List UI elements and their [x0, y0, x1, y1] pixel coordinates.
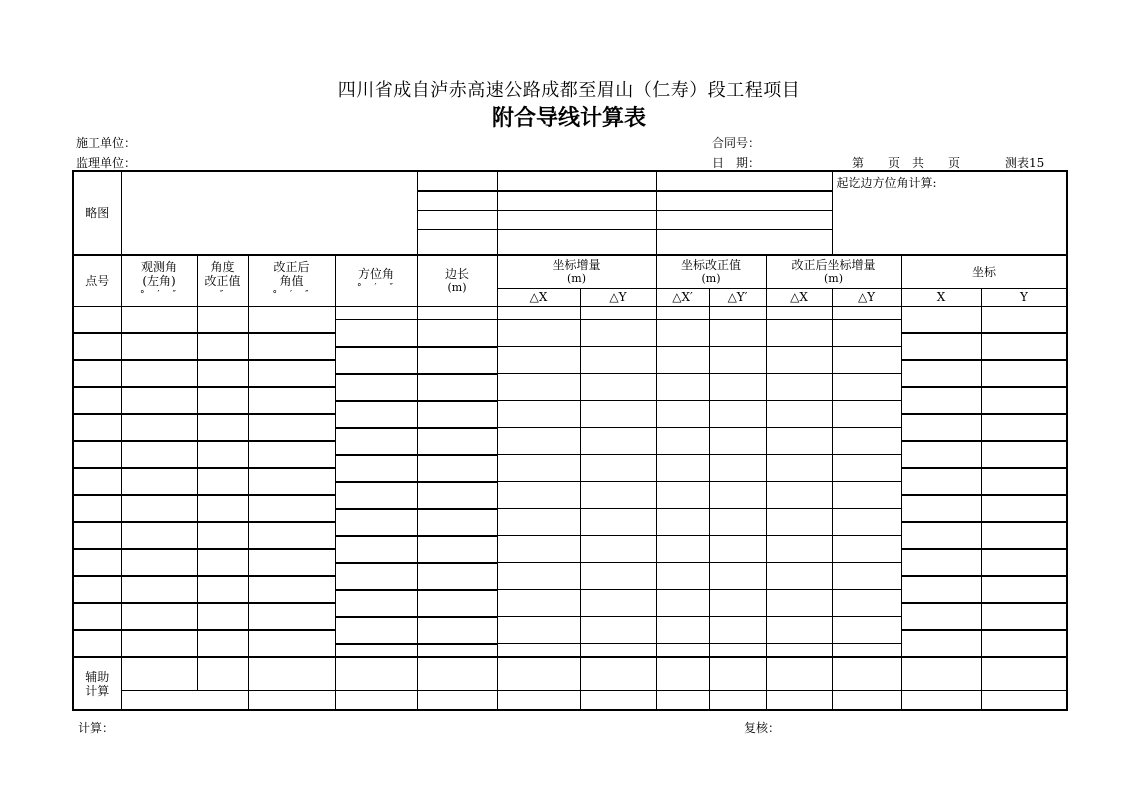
point-cell — [248, 360, 335, 387]
col-y: Y — [981, 288, 1067, 306]
side-cell — [766, 536, 832, 563]
point-cell — [248, 603, 335, 630]
point-cell — [248, 468, 335, 495]
sketch-info-cell — [497, 171, 656, 191]
col-corrected-angle-line1: 改正后 — [273, 259, 310, 274]
coordinate-cell — [901, 549, 981, 576]
point-cell — [248, 306, 335, 333]
side-cell — [656, 644, 709, 658]
col-azimuth-line1: 方位角 — [357, 266, 394, 281]
aux-cell — [335, 657, 417, 690]
aux-cell — [497, 657, 580, 690]
point-cell — [73, 576, 121, 603]
review-label: 复核： — [744, 721, 781, 735]
side-cell — [766, 455, 832, 482]
point-cell — [197, 360, 248, 387]
side-cell — [656, 509, 709, 536]
side-cell — [580, 563, 656, 590]
coordinate-cell — [981, 603, 1067, 630]
side-cell — [497, 374, 580, 401]
col-angle-correction-line2: 改正值 — [204, 273, 241, 288]
col-coord-correction-unit: (m) — [701, 271, 721, 285]
col-observed-angle — [121, 255, 197, 306]
aux-cell — [121, 690, 248, 710]
aux-cell — [709, 657, 766, 690]
col-angle-correction — [197, 255, 248, 306]
point-cell — [121, 630, 197, 657]
side-cell — [335, 428, 417, 455]
coordinate-cell — [901, 441, 981, 468]
side-cell — [766, 428, 832, 455]
side-cell — [580, 306, 656, 320]
side-cell — [766, 563, 832, 590]
side-cell — [580, 509, 656, 536]
aux-cell — [766, 690, 832, 710]
side-cell — [335, 563, 417, 590]
side-cell — [497, 644, 580, 658]
point-cell — [73, 414, 121, 441]
point-cell — [121, 549, 197, 576]
side-cell — [417, 563, 497, 590]
side-cell — [335, 482, 417, 509]
sketch-info-cell — [417, 191, 497, 210]
side-cell — [832, 455, 901, 482]
point-cell — [73, 360, 121, 387]
side-cell — [417, 590, 497, 617]
side-cell — [497, 320, 580, 347]
col-corrected-dx: △X — [766, 288, 832, 306]
side-cell — [709, 536, 766, 563]
side-cell — [656, 482, 709, 509]
side-cell — [335, 644, 417, 658]
col-azimuth-unit: ° ′ ″ — [357, 282, 395, 293]
side-cell — [497, 401, 580, 428]
aux-cell — [197, 657, 248, 690]
contract-no-label: 合同号： — [712, 136, 761, 150]
coordinate-cell — [901, 468, 981, 495]
project-title: 四川省成自泸赤高速公路成都至眉山（仁寿）段工程项目 — [337, 80, 801, 101]
aux-cell — [417, 690, 497, 710]
side-cell — [580, 374, 656, 401]
col-dx: △X — [497, 288, 580, 306]
point-cell — [121, 387, 197, 414]
point-cell — [73, 495, 121, 522]
sketch-info-cell — [656, 191, 832, 210]
side-cell — [580, 536, 656, 563]
col-side-length — [417, 255, 497, 306]
aux-row — [73, 690, 1067, 710]
aux-cell — [656, 690, 709, 710]
aux-label-line2: 计算 — [85, 683, 110, 698]
side-cell — [335, 347, 417, 374]
col-angle-correction-unit: ″ — [219, 289, 226, 300]
point-cell — [248, 414, 335, 441]
point-cell — [121, 468, 197, 495]
col-corrected-dy: △Y — [832, 288, 901, 306]
side-cell — [656, 401, 709, 428]
point-cell — [197, 441, 248, 468]
point-cell — [248, 441, 335, 468]
point-cell — [248, 387, 335, 414]
point-cell — [248, 333, 335, 360]
side-cell — [656, 320, 709, 347]
side-cell — [417, 428, 497, 455]
side-cell — [766, 306, 832, 320]
grid-half-row — [73, 306, 1067, 320]
col-corrected-angle — [248, 255, 335, 306]
side-cell — [335, 617, 417, 644]
side-cell — [335, 509, 417, 536]
col-observed-angle-line1: 观测角 — [140, 259, 177, 274]
col-coord-increment-unit: (m) — [566, 271, 586, 285]
point-cell — [197, 468, 248, 495]
side-cell — [766, 347, 832, 374]
aux-cell — [709, 690, 766, 710]
side-cell — [417, 347, 497, 374]
side-cell — [580, 455, 656, 482]
col-point-no: 点号 — [73, 255, 121, 306]
aux-cell — [580, 690, 656, 710]
aux-cell — [497, 690, 580, 710]
side-cell — [417, 644, 497, 658]
point-cell — [121, 414, 197, 441]
side-cell — [709, 306, 766, 320]
coordinate-cell — [901, 333, 981, 360]
col-dx-prime: △X′ — [656, 288, 709, 306]
point-cell — [73, 441, 121, 468]
coordinate-cell — [981, 387, 1067, 414]
col-coord-correction — [656, 255, 766, 288]
side-cell — [656, 306, 709, 320]
point-cell — [121, 495, 197, 522]
coordinate-cell — [981, 414, 1067, 441]
coordinate-cell — [901, 603, 981, 630]
col-side-length-line1: 边长 — [444, 266, 469, 281]
side-cell — [417, 306, 497, 320]
aux-row — [73, 657, 1067, 690]
side-cell — [417, 536, 497, 563]
date-label: 日 期： — [712, 156, 761, 170]
coordinate-cell — [981, 576, 1067, 603]
side-cell — [656, 455, 709, 482]
col-side-length-unit: (m) — [447, 280, 467, 294]
point-cell — [73, 630, 121, 657]
side-cell — [832, 644, 901, 658]
side-cell — [580, 320, 656, 347]
side-cell — [580, 428, 656, 455]
side-cell — [580, 401, 656, 428]
point-cell — [121, 576, 197, 603]
sketch-info-cell — [417, 171, 497, 191]
side-cell — [497, 455, 580, 482]
sketch-info-cell — [656, 171, 832, 191]
aux-cell — [981, 690, 1067, 710]
coordinate-cell — [981, 468, 1067, 495]
aux-label — [73, 657, 121, 710]
point-cell — [197, 495, 248, 522]
coordinate-cell — [981, 495, 1067, 522]
side-cell — [335, 536, 417, 563]
side-cell — [709, 644, 766, 658]
sketch-label: 略图 — [73, 171, 121, 255]
azimuth-note: 起讫边方位角计算: — [832, 171, 1067, 255]
aux-label-line1: 辅助 — [85, 669, 110, 684]
point-cell — [73, 387, 121, 414]
side-cell — [832, 374, 901, 401]
point-cell — [197, 630, 248, 657]
col-observed-angle-line2: (左角) — [142, 273, 176, 288]
side-cell — [580, 590, 656, 617]
side-cell — [709, 455, 766, 482]
point-cell — [197, 414, 248, 441]
coordinate-cell — [981, 333, 1067, 360]
supervision-unit-label: 监理单位： — [76, 156, 137, 170]
point-cell — [197, 522, 248, 549]
col-coordinate: 坐标 — [901, 255, 1067, 288]
point-cell — [197, 603, 248, 630]
point-cell — [121, 522, 197, 549]
point-cell — [197, 306, 248, 333]
coordinate-cell — [901, 414, 981, 441]
side-cell — [656, 617, 709, 644]
coordinate-cell — [901, 360, 981, 387]
side-cell — [766, 590, 832, 617]
side-cell — [709, 428, 766, 455]
point-cell — [73, 603, 121, 630]
side-cell — [335, 455, 417, 482]
side-cell — [766, 509, 832, 536]
col-dy: △Y — [580, 288, 656, 306]
aux-cell — [121, 657, 197, 690]
aux-cell — [901, 690, 981, 710]
coordinate-cell — [901, 576, 981, 603]
coordinate-cell — [981, 441, 1067, 468]
coordinate-cell — [981, 360, 1067, 387]
col-observed-angle-unit: ° ′ ″ — [140, 289, 178, 300]
coordinate-cell — [901, 630, 981, 657]
col-angle-correction-line1: 角度 — [210, 259, 235, 274]
sketch-area — [121, 171, 417, 255]
col-coord-correction-line1: 坐标改正值 — [680, 257, 741, 272]
side-cell — [335, 401, 417, 428]
side-cell — [497, 536, 580, 563]
side-cell — [497, 306, 580, 320]
coordinate-cell — [901, 306, 981, 333]
side-cell — [335, 306, 417, 320]
col-corrected-increment-line1: 改正后坐标增量 — [791, 257, 876, 272]
aux-cell — [248, 690, 335, 710]
side-cell — [656, 536, 709, 563]
side-cell — [766, 482, 832, 509]
point-cell — [73, 333, 121, 360]
side-cell — [497, 509, 580, 536]
sketch-info-cell — [656, 229, 832, 255]
side-cell — [580, 347, 656, 374]
aux-cell — [417, 657, 497, 690]
point-cell — [73, 522, 121, 549]
coordinate-cell — [901, 495, 981, 522]
col-azimuth — [335, 255, 417, 306]
coordinate-cell — [981, 549, 1067, 576]
coordinate-cell — [981, 306, 1067, 333]
side-cell — [832, 617, 901, 644]
side-cell — [709, 590, 766, 617]
point-cell — [197, 549, 248, 576]
point-cell — [121, 333, 197, 360]
side-cell — [580, 617, 656, 644]
point-cell — [197, 576, 248, 603]
side-cell — [766, 644, 832, 658]
col-corrected-increment-unit: (m) — [824, 271, 844, 285]
point-cell — [121, 603, 197, 630]
col-corrected-angle-line2: 角值 — [279, 273, 304, 288]
sketch-info-cell — [656, 210, 832, 229]
side-cell — [709, 563, 766, 590]
side-cell — [832, 482, 901, 509]
side-cell — [832, 320, 901, 347]
side-cell — [497, 617, 580, 644]
col-x: X — [901, 288, 981, 306]
side-cell — [497, 428, 580, 455]
side-cell — [766, 374, 832, 401]
side-cell — [417, 455, 497, 482]
point-cell — [73, 468, 121, 495]
side-cell — [417, 401, 497, 428]
side-cell — [832, 590, 901, 617]
aux-cell — [901, 657, 981, 690]
side-cell — [497, 347, 580, 374]
coordinate-cell — [901, 522, 981, 549]
sketch-info-cell — [497, 229, 656, 255]
aux-cell — [832, 690, 901, 710]
coordinate-cell — [981, 522, 1067, 549]
point-cell — [197, 387, 248, 414]
col-corrected-angle-unit: ° ′ ″ — [272, 289, 311, 300]
side-cell — [417, 509, 497, 536]
side-cell — [832, 563, 901, 590]
point-cell — [197, 333, 248, 360]
point-cell — [248, 522, 335, 549]
point-cell — [121, 306, 197, 333]
aux-cell — [832, 657, 901, 690]
col-corrected-increment — [766, 255, 901, 288]
form-code: 测表15 — [1005, 156, 1045, 170]
sketch-info-cell — [417, 210, 497, 229]
aux-cell — [981, 657, 1067, 690]
side-cell — [497, 563, 580, 590]
point-cell — [248, 549, 335, 576]
side-cell — [832, 536, 901, 563]
side-cell — [832, 401, 901, 428]
side-cell — [709, 320, 766, 347]
col-dy-prime: △Y′ — [709, 288, 766, 306]
calc-label: 计算： — [78, 721, 115, 735]
form-title: 附合导线计算表 — [491, 105, 646, 131]
coordinate-cell — [981, 630, 1067, 657]
sketch-info-cell — [417, 229, 497, 255]
col-coord-increment-line1: 坐标增量 — [552, 257, 601, 272]
side-cell — [335, 320, 417, 347]
point-cell — [248, 630, 335, 657]
side-cell — [709, 482, 766, 509]
side-cell — [335, 590, 417, 617]
side-cell — [766, 401, 832, 428]
side-cell — [417, 320, 497, 347]
side-cell — [656, 347, 709, 374]
traverse-table — [72, 170, 1068, 711]
side-cell — [832, 347, 901, 374]
point-cell — [121, 441, 197, 468]
sketch-info-cell — [497, 191, 656, 210]
side-cell — [417, 617, 497, 644]
col-coord-increment — [497, 255, 656, 288]
aux-cell — [248, 657, 335, 690]
side-cell — [580, 644, 656, 658]
point-cell — [73, 549, 121, 576]
side-cell — [766, 617, 832, 644]
point-cell — [73, 306, 121, 333]
side-cell — [709, 617, 766, 644]
sketch-info-cell — [497, 210, 656, 229]
point-cell — [248, 495, 335, 522]
coordinate-cell — [901, 387, 981, 414]
point-cell — [248, 576, 335, 603]
side-cell — [497, 482, 580, 509]
side-cell — [832, 306, 901, 320]
side-cell — [417, 482, 497, 509]
side-cell — [656, 590, 709, 617]
aux-cell — [335, 690, 417, 710]
aux-cell — [766, 657, 832, 690]
side-cell — [497, 590, 580, 617]
side-cell — [766, 320, 832, 347]
side-cell — [709, 509, 766, 536]
page-label: 第 页 共 页 — [852, 156, 961, 170]
aux-cell — [580, 657, 656, 690]
aux-cell — [656, 657, 709, 690]
side-cell — [335, 374, 417, 401]
side-cell — [417, 374, 497, 401]
point-cell — [121, 360, 197, 387]
side-cell — [709, 374, 766, 401]
side-cell — [832, 428, 901, 455]
side-cell — [709, 401, 766, 428]
side-cell — [656, 563, 709, 590]
side-cell — [832, 509, 901, 536]
side-cell — [656, 374, 709, 401]
side-cell — [656, 428, 709, 455]
side-cell — [580, 482, 656, 509]
construction-unit-label: 施工单位： — [76, 136, 137, 150]
side-cell — [709, 347, 766, 374]
